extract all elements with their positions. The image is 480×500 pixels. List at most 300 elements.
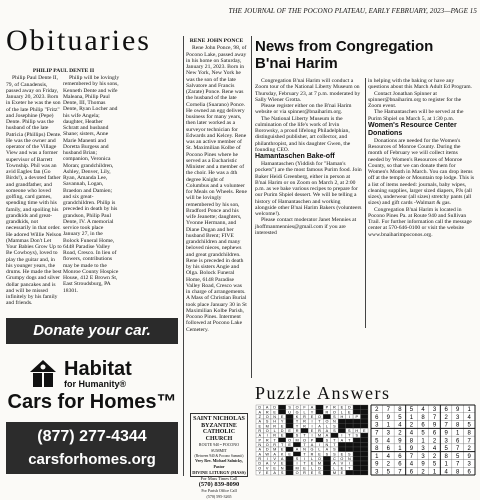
- crossword-letter: A: [258, 419, 262, 424]
- crossword-letter: L: [310, 466, 314, 471]
- crossword-letter: T: [348, 433, 351, 438]
- obituary-dente-text-2: Philip will be lovingly remembered by his sons, Kenneth Dente and wife Maleana, Philip Paul Dente, III, Thomas Dente, Ryan Locher and his wife Angela; daughter, Heather Schratt and husband Shane; sisters, Anne Marie Manenti and Doretta Burgess and husband Brian; companion, Veronica Moran; grandchildren, Ashley, Denver, Lily, Ryan, Amanda Lee, Savannah, Logan, Braedon and Damien; and six great-grandchildren. Philip is preceded in death by his grandson, Philip Paul Dente, IV. A memorial service took place January 27, in the Bolock Funeral Home, 6448 Paradise Valley Road, Cresco. In lieu of flowers, contributions may be made to the Monroe County Hospice House, 412 E Brown St, East Stroudsburg, PA 18301.: [63, 75, 120, 294]
- crossword-cell: [278, 405, 285, 410]
- sudoku-digit: 8: [398, 407, 402, 414]
- crossword-cell: [353, 452, 360, 457]
- crossword-cell: [316, 438, 323, 443]
- crossword-letter: T: [303, 433, 306, 438]
- crossword-letter: I: [311, 424, 313, 429]
- crossword-cell: [353, 438, 360, 443]
- crossword-cell: [323, 466, 330, 471]
- crossword-cell: [293, 442, 300, 447]
- crossword-letter: R: [303, 424, 306, 429]
- crossword-cell: [286, 470, 293, 475]
- crossword-cell: [286, 433, 293, 438]
- crossword-letter: E: [340, 405, 344, 410]
- news-paragraph: Please register either on the B'nai Harim website or via spinner@bnaiharim.org.: [255, 103, 352, 116]
- crossword-letter: S: [265, 419, 269, 424]
- sudoku-digit: 4: [432, 446, 437, 453]
- crossword-letter: A: [258, 433, 262, 438]
- crossword-cell: [361, 456, 368, 461]
- crossword-letter: R: [265, 410, 269, 415]
- crossword-letter: S: [288, 405, 291, 410]
- crossword-letter: C: [333, 457, 336, 461]
- news-paragraph: Donations are needed for the Women's Resources of Monroe County. During the month of February we will collect items needed by Women's Resources of Monroe County, so that we can donate them for Women's Month in March. You can drop items off at the temple or Mountain top lodge. This is a list of items needed: journals, baby wipes, cleaning supplies, larger sized diapers, PJs (all sizes), underwear (all sizes) stretchy pants (all sizes) and gift cards -Walmart & gas.: [368, 137, 475, 207]
- sudoku-digit: 1: [409, 414, 414, 421]
- sudoku-digit: 9: [421, 461, 425, 468]
- sudoku-digit: 3: [386, 430, 391, 437]
- habitat-ad[interactable]: [6, 346, 178, 474]
- crossword-letter: I: [266, 457, 268, 461]
- crossword-letter: A: [258, 447, 262, 452]
- crossword-letter: O: [265, 443, 269, 447]
- crossword-letter: S: [348, 429, 351, 433]
- crossword-letter: Z: [258, 415, 261, 419]
- crossword-cell: [293, 452, 300, 457]
- crossword-cell: [316, 405, 323, 410]
- obituary-dente-name: PHILIP PAUL DENTE II: [32, 68, 95, 74]
- crossword-letter: R: [325, 410, 329, 415]
- news-paragraph: Congregation B'nai Harim will conduct a Zoom tour of the National Liberty Museum on Thursday, February 23, at 7 p.m. moderated by Sally Wiener Grotta.: [255, 78, 361, 103]
- crossword-letter: A: [340, 438, 344, 443]
- crossword-letter: O: [317, 415, 321, 419]
- page-header: THE JOURNAL OF THE POCONO PLATEAU, EARLY FEBRUARY, 2023—PAGE 15: [228, 7, 477, 15]
- crossword-cell: [346, 447, 353, 452]
- sudoku-digit: 2: [421, 469, 425, 476]
- news-subheading-womens-resource: Women's Resource Center Donations: [368, 121, 457, 137]
- sudoku-digit: 5: [467, 422, 471, 429]
- crossword-cell: [323, 470, 330, 475]
- crossword-letter: E: [310, 471, 314, 475]
- crossword-letter: O: [340, 457, 344, 461]
- sudoku-digit: 6: [455, 438, 460, 445]
- news-paragraph: in helping with the baking or have any questions about this March Adult Ed Program.: [368, 78, 472, 91]
- crossword-letter: S: [333, 429, 336, 433]
- sudoku-digit: 9: [386, 414, 391, 421]
- crossword-letter: E: [340, 471, 344, 475]
- column-rule: [365, 78, 366, 328]
- crossword-cell: [323, 414, 330, 419]
- crossword-cell: [361, 414, 368, 419]
- sudoku-digit: 3: [375, 469, 379, 476]
- sudoku-digit: 8: [421, 414, 425, 421]
- church-liturgy: DIVINE LITURGY (MASS): [192, 470, 246, 475]
- habitat-website[interactable]: carsforhomes.org: [28, 451, 156, 468]
- crossword-letter: T: [273, 438, 276, 443]
- sudoku-digit: 1: [398, 446, 402, 453]
- habitat-tagline: for Humanity®: [64, 379, 127, 389]
- sudoku-digit: 3: [444, 438, 448, 445]
- crossword-letter: D: [318, 466, 321, 471]
- crossword-letter: R: [273, 424, 277, 429]
- news-paragraph: Please contact moderator Janet Mennies at jhoffmanmennies@gmail.com if you are interested: [255, 217, 357, 236]
- crossword-letter: M: [332, 471, 336, 475]
- crossword-letter: L: [333, 466, 336, 471]
- crossword-cell: [286, 424, 293, 429]
- crossword-letter: S: [325, 452, 329, 457]
- crossword-letter: K: [295, 415, 299, 419]
- crossword-letter: S: [333, 452, 336, 457]
- crossword-letter: I: [311, 433, 313, 438]
- crossword-letter: I: [341, 433, 343, 438]
- crossword-cell: [361, 405, 368, 410]
- obituary-dente-text-1: Philip Paul Dente II, 79, of Canadensis, passed away on Friday, January 20, 2023. Born in Exeter he was the son of the late Philip "Fritz" and Josephine (Pepe) Dente. Philip was the husband of the late Patricia (Phillips) Dente. He was the owner and operator of the Village View and was a former supervisor of Barrett Township. Phil was an avid Eagles fan (Go Birds!), a devoted father and grandfather, and someone who loved golfing, card games, spending time with his family, and spoiling his grandkids and great-grandkids, not necessarily in that order. He adored Willie Nelson (Mammas Don't Let Your Babies Grow Up to Be Cowboys), loved to play the guitar and, in his younger years, the drums. He made the best Grumpy dogs and silver dollar pancakes and is and will be missed infinitely by his family and friends.: [6, 75, 62, 307]
- church-mass-times: For Mass Times Call: [200, 476, 238, 481]
- crossword-cell: [353, 456, 360, 461]
- habitat-logo: [6, 352, 178, 390]
- sudoku-digit: 6: [421, 422, 425, 429]
- sudoku-digit: 5: [375, 438, 379, 445]
- crossword-letter: N: [258, 443, 262, 447]
- sudoku-digit: 1: [432, 469, 437, 476]
- sudoku-digit: 1: [375, 453, 379, 460]
- sudoku-digit: 6: [432, 430, 437, 437]
- church-ad: [190, 413, 248, 499]
- crossword-letter: V: [273, 457, 276, 461]
- crossword-cell: [286, 466, 293, 471]
- crossword-letter: T: [295, 419, 299, 424]
- crossword-letter: D: [258, 461, 262, 466]
- crossword-letter: R: [258, 429, 262, 433]
- sudoku-digit: 1: [455, 430, 460, 437]
- sudoku-digit: 9: [455, 407, 460, 414]
- crossword-letter: E: [310, 461, 314, 466]
- crossword-letter: T: [280, 443, 284, 447]
- crossword-letter: L: [303, 410, 306, 415]
- crossword-letter: O: [265, 415, 269, 419]
- crossword-letter: Y: [258, 471, 262, 475]
- crossword-cell: [361, 442, 368, 447]
- crossword-cell: [361, 447, 368, 452]
- crossword-letter: E: [288, 443, 291, 447]
- crossword-letter: P: [258, 438, 262, 443]
- crossword-letter: R: [303, 415, 306, 419]
- crossword-letter: M: [317, 433, 322, 438]
- crossword-letter: E: [340, 452, 344, 457]
- sudoku-digit: 1: [467, 407, 471, 414]
- crossword-cell: [286, 447, 293, 452]
- crossword-letter: E: [288, 429, 291, 433]
- crossword-letter: N: [303, 447, 306, 452]
- crossword-letter: N: [333, 419, 336, 424]
- news-paragraph: Hamantaschen (Yiddish for "Haman's pockets") are the most famous Purim food. Join Baker Heidi Greenberg, either in person at B'nai Harim or on Zoom on March 2, at 2:00 p.m. as we bake various recipes to prepare for our Purim Shpiel dessert. We will be telling a history of Hamantaschen and working alongside other B'nai Harim Bakers (volunteers welcome!).: [255, 161, 362, 217]
- news-column-1: [255, 78, 363, 326]
- crossword-cell: [346, 419, 353, 424]
- crossword-letter: O: [295, 405, 299, 410]
- crossword-letter: R: [273, 443, 277, 447]
- sudoku-digit: 3: [375, 422, 379, 429]
- obituaries-title: Obituaries: [6, 24, 151, 57]
- news-title: News from Congregation B'nai Harim: [255, 38, 434, 72]
- crossword-letter: A: [258, 452, 262, 457]
- sudoku-digit: 5: [409, 407, 414, 414]
- crossword-letter: V: [273, 461, 276, 466]
- crossword-letter: E: [348, 410, 351, 415]
- sudoku-digit: 3: [432, 407, 437, 414]
- news-paragraph: Contact Jonathan Spinner at spinner@bnaiharim.org to register for the Zoom event.: [368, 90, 462, 109]
- crossword-letter: A: [325, 429, 329, 433]
- crossword-cell: [338, 424, 345, 429]
- crossword-letter: E: [310, 429, 314, 433]
- sudoku-digit: 6: [467, 469, 471, 476]
- puzzle-answers-title: Puzzle Answers: [255, 383, 391, 403]
- sudoku-digit: 2: [432, 438, 437, 445]
- crossword-letter: P: [325, 405, 329, 410]
- crossword-letter: R: [333, 405, 336, 410]
- crossword-letter: E: [280, 461, 284, 466]
- sudoku-digit: 7: [467, 438, 471, 445]
- crossword-letter: I: [304, 457, 306, 461]
- crossword-letter: I: [296, 461, 298, 466]
- crossword-letter: K: [280, 452, 284, 457]
- obituary-ponce-column: [186, 38, 247, 413]
- crossword-letter: T: [303, 452, 306, 457]
- sudoku-digit: 2: [398, 430, 402, 437]
- sudoku-digit: 8: [375, 446, 379, 453]
- news-paragraph: The National Liberty Museum is the culmination of the life's work of Irvin Borowsky, a proud lifelong Philadelphian, distinguished publisher, art collector, and philanthropist, and his daughter Gwen, the founding CEO.: [255, 115, 351, 153]
- crossword-letter: I: [266, 433, 268, 438]
- habitat-house-icon: [26, 356, 60, 390]
- column-rule: [183, 36, 184, 476]
- crossword-letter: R: [310, 452, 314, 457]
- sudoku-digit: 5: [432, 461, 437, 468]
- crossword-letter: S: [333, 415, 336, 419]
- crossword-cell: [286, 456, 293, 461]
- crossword-letter: Y: [280, 419, 284, 424]
- crossword-letter: P: [355, 415, 359, 419]
- sudoku-digit: 7: [375, 430, 379, 437]
- sudoku-digit: 6: [375, 414, 379, 421]
- crossword-letter: H: [340, 415, 344, 419]
- crossword-letter: R: [303, 471, 306, 475]
- crossword-letter: V: [340, 461, 344, 466]
- crossword-cell: [301, 428, 308, 433]
- crossword-letter: L: [340, 410, 343, 415]
- crossword-letter: I: [311, 419, 313, 424]
- crossword-letter: L: [325, 424, 328, 429]
- crossword-cell: [361, 419, 368, 424]
- crossword-letter: R: [295, 429, 299, 433]
- crossword-letter: S: [333, 447, 336, 452]
- crossword-letter: A: [273, 452, 276, 457]
- crossword-letter: N: [325, 443, 329, 447]
- crossword-cell: [361, 470, 368, 475]
- crossword-letter: M: [295, 438, 299, 443]
- crossword-letter: N: [347, 457, 351, 461]
- crossword-letter: I: [318, 443, 320, 447]
- sudoku-digit: 1: [386, 422, 391, 429]
- crossword-letter: W: [265, 452, 269, 457]
- crossword-letter: S: [280, 471, 284, 475]
- crossword-cell: [278, 410, 285, 415]
- crossword-letter: L: [318, 447, 321, 452]
- crossword-letter: A: [310, 443, 314, 447]
- crossword-letter: M: [317, 461, 322, 466]
- crossword-letter: O: [258, 466, 262, 471]
- habitat-phone[interactable]: (877) 277-4344: [37, 428, 147, 445]
- sudoku-digit: 9: [432, 422, 437, 429]
- crossword-letter: O: [303, 438, 307, 443]
- sudoku-digit: 5: [455, 453, 460, 460]
- sudoku-digit: 2: [432, 453, 437, 460]
- crossword-letter: E: [288, 452, 291, 457]
- sudoku-digit: 8: [467, 430, 471, 437]
- crossword-cell: [353, 461, 360, 466]
- sudoku-digit: 8: [455, 422, 460, 429]
- crossword-cell: [323, 456, 330, 461]
- sudoku-digit: 7: [398, 469, 402, 476]
- sudoku-digit: 9: [409, 446, 414, 453]
- crossword-letter: E: [318, 452, 321, 457]
- crossword-letter: E: [273, 410, 276, 415]
- crossword-letter: R: [265, 438, 269, 443]
- crossword-letter: E: [280, 415, 284, 419]
- crossword-cell: [346, 424, 353, 429]
- crossword-letter: Y: [310, 410, 314, 415]
- sudoku-digit: 4: [409, 430, 414, 437]
- church-name-2: BYZANTINE: [201, 422, 237, 429]
- crossword-cell: [316, 410, 323, 415]
- crossword-letter: G: [295, 410, 299, 415]
- crossword-letter: A: [310, 405, 314, 410]
- church-name-3: CATHOLIC CHURCH: [202, 429, 236, 442]
- crossword-cell: [361, 438, 368, 443]
- news-paragraph: Congregation B'nai Harim is located in Pocono Pines Pa. at Route 940 and Sullivan Trail. For further information call the message center at 570-646-0100 or visit the website www.bnaiharimpoconos.org.: [368, 206, 472, 238]
- crossword-letter: O: [265, 429, 269, 433]
- church-pastor: Very Rev. Michael Salnicky, Pastor: [195, 458, 243, 469]
- sudoku-digit: 7: [432, 414, 437, 421]
- crossword-letter: M: [273, 447, 277, 452]
- crossword-letter: A: [265, 461, 269, 466]
- crossword-letter: O: [295, 471, 299, 475]
- crossword-cell: [353, 447, 360, 452]
- sudoku-digit: 8: [455, 469, 460, 476]
- crossword-cell: [361, 461, 368, 466]
- news-column-2: [368, 78, 475, 380]
- church-name-1: SAINT NICHOLAS: [193, 416, 245, 422]
- crossword-cell: [353, 410, 360, 415]
- crossword-letter: S: [333, 424, 336, 429]
- church-office: For Parish Office Call: [201, 488, 237, 493]
- news-subheading-bakeoff: Hamantaschen Bake-off: [255, 153, 335, 160]
- crossword-letter: F: [303, 405, 306, 410]
- sudoku-digit: 5: [421, 430, 425, 437]
- crossword-cell: [353, 466, 360, 471]
- crossword-letter: L: [273, 429, 276, 433]
- crossword-letter: R: [258, 457, 262, 461]
- sudoku-digit: 4: [444, 469, 448, 476]
- donate-car-banner[interactable]: Donate your car.: [6, 318, 178, 344]
- sudoku-digit: 7: [455, 446, 460, 453]
- crossword-cell: [361, 424, 368, 429]
- crossword-letter: A: [295, 447, 299, 452]
- crossword-cell: [338, 442, 345, 447]
- crossword-letter: L: [310, 457, 314, 461]
- crossword-letter: E: [280, 424, 284, 429]
- sudoku-digit: 2: [375, 407, 379, 414]
- crossword-letter: E: [362, 429, 366, 433]
- crossword-letter: P: [310, 438, 314, 443]
- church-phone[interactable]: (570) 839-8090: [198, 481, 240, 488]
- church-office-phone[interactable]: (570) 595-3265: [206, 494, 232, 499]
- news-paragraph: The Hamantaschen will be served at the Purim Shpiel on March 5, at 1:30 p.m.: [368, 109, 464, 122]
- sudoku-digit: 6: [398, 461, 402, 468]
- crossword-cell: [338, 428, 345, 433]
- crossword-cell: [361, 466, 368, 471]
- sudoku-digit: 9: [398, 438, 402, 445]
- crossword-letter: D: [258, 405, 262, 410]
- crossword-cell: [346, 470, 353, 475]
- crossword-letter: M: [295, 466, 299, 471]
- crossword-cell: [286, 419, 293, 424]
- crossword-letter: S: [295, 433, 299, 438]
- sudoku-digit: 4: [386, 453, 391, 460]
- crossword-letter: A: [318, 424, 321, 429]
- crossword-cell: [353, 470, 360, 475]
- crossword-letter: D: [280, 429, 284, 433]
- obituary-dente-column-2: [63, 75, 120, 314]
- crossword-letter: E: [273, 466, 276, 471]
- sudoku-digit: 7: [409, 453, 414, 460]
- crossword-letter: S: [348, 452, 351, 457]
- church-address-note: (Between 940 & Pocono Summit): [194, 454, 244, 458]
- crossword-cell: [331, 433, 338, 438]
- sudoku-digit: 4: [409, 461, 414, 468]
- crossword-letter: T: [333, 443, 336, 447]
- crossword-letter: A: [325, 433, 329, 438]
- crossword-letter: R: [273, 433, 277, 438]
- crossword-cell: [338, 419, 345, 424]
- sudoku-digit: 4: [467, 414, 471, 421]
- crossword-letter: T: [295, 424, 299, 429]
- crossword-letter: S: [295, 457, 299, 461]
- sudoku-digit: 8: [444, 453, 448, 460]
- crossword-letter: D: [347, 405, 351, 410]
- sudoku-digit: 2: [386, 461, 391, 468]
- sudoku-answer-grid: [371, 405, 475, 475]
- crossword-answer-grid: [256, 405, 368, 475]
- crossword-letter: A: [333, 461, 336, 466]
- obituary-ponce-name: RENE JOHN PONCE: [189, 38, 244, 44]
- crossword-cell: [353, 419, 360, 424]
- sudoku-digit: 9: [467, 453, 471, 460]
- sudoku-digit: 6: [409, 469, 414, 476]
- crossword-letter: D: [265, 447, 269, 452]
- crossword-letter: E: [265, 471, 269, 475]
- crossword-letter: A: [280, 457, 284, 461]
- crossword-letter: A: [258, 410, 262, 415]
- crossword-letter: O: [288, 438, 292, 443]
- crossword-letter: O: [317, 457, 321, 461]
- crossword-letter: M: [265, 424, 269, 429]
- sudoku-digit: 6: [398, 453, 402, 460]
- crossword-letter: E: [258, 424, 262, 429]
- sudoku-digit: 7: [444, 422, 448, 429]
- crossword-letter: E: [280, 447, 284, 452]
- crossword-letter: E: [280, 433, 284, 438]
- sudoku-digit: 9: [444, 430, 448, 437]
- crossword-letter: S: [355, 433, 359, 438]
- habitat-name: Habitat: [64, 358, 132, 380]
- crossword-letter: N: [280, 466, 284, 471]
- crossword-letter: E: [310, 415, 314, 419]
- sudoku-digit: 7: [386, 407, 391, 414]
- crossword-letter: I: [348, 415, 350, 419]
- crossword-letter: R: [303, 419, 306, 424]
- sudoku-digit: 3: [421, 446, 425, 453]
- crossword-letter: A: [265, 405, 269, 410]
- sudoku-digit: 3: [421, 453, 425, 460]
